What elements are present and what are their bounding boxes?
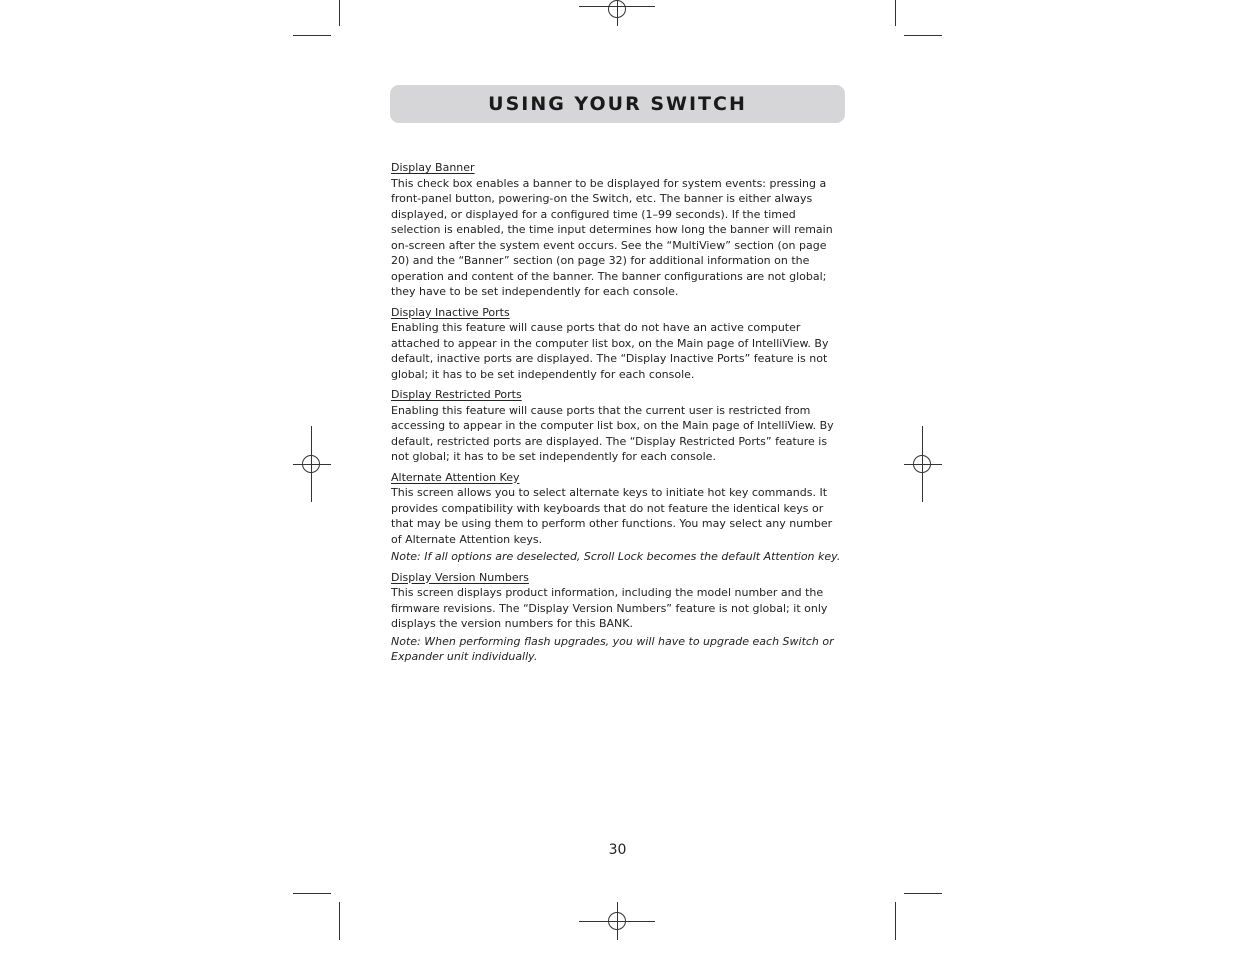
crop-mark xyxy=(904,893,942,894)
registration-mark-circle xyxy=(302,455,320,473)
section-body: This screen allows you to select alternate keys to initiate hot key commands. It provides compatibility with keyboards that do not feature the identical keys or that may be using them to perform other functions. You may select any number of Alternate Attention keys. xyxy=(391,486,833,546)
section-display-inactive-ports xyxy=(391,305,846,383)
section-display-restricted-ports xyxy=(391,387,846,465)
registration-mark-circle xyxy=(608,0,626,18)
crop-mark xyxy=(904,35,942,36)
section-alternate-attention-key xyxy=(391,470,846,565)
section-display-banner xyxy=(391,160,846,300)
section-body: Enabling this feature will cause ports that do not have an active computer attached to appear in the computer list box, on the Main page of IntelliView. By default, inactive ports are displayed. The “Display Inactive Ports” feature is not global; it has to be set independently for each console. xyxy=(391,321,829,381)
section-heading: Display Banner xyxy=(391,161,475,174)
document-body xyxy=(391,160,846,670)
page-title: USING YOUR SWITCH xyxy=(488,93,747,115)
section-body: Enabling this feature will cause ports that the current user is restricted from accessing to appear in the computer list box, on the Main page of IntelliView. By default, restricted ports are displayed. The “Display Restricted Ports” feature is not global; it has to be set independently for each console. xyxy=(391,403,834,463)
section-banner xyxy=(390,85,845,123)
crop-mark xyxy=(339,0,340,26)
section-display-version-numbers xyxy=(391,570,846,665)
crop-mark xyxy=(895,902,896,940)
crop-mark xyxy=(339,902,340,940)
registration-mark-circle xyxy=(608,912,626,930)
crop-mark xyxy=(293,893,331,894)
section-heading: Alternate Attention Key xyxy=(391,470,520,484)
registration-mark-circle xyxy=(913,455,931,473)
section-note: Note: If all options are deselected, Scroll Lock becomes the default Attention key. xyxy=(391,550,841,563)
section-body: This check box enables a banner to be displayed for system events: pressing a front-panel button, powering-on the Switch, etc. The banner is either always displayed, or displayed for a configured time (1–99 seconds). If the timed selection is enabled, the time input determines how long the banner will remain on-screen after the system event occurs. See the “MultiView” section (on page 20) and the “Banner” section (on page 32) for additional information on the operation and content of the banner. The banner configurations are not global; they have to be set independently for each console. xyxy=(391,176,833,298)
section-heading: Display Version Numbers xyxy=(391,570,529,584)
section-body: This screen displays product information, including the model number and the firmware revisions. The “Display Version Numbers” feature is not global; it only displays the version numbers for this BANK. xyxy=(391,586,828,630)
crop-mark xyxy=(895,0,896,26)
section-heading: Display Inactive Ports xyxy=(391,305,510,319)
section-note: Note: When performing flash upgrades, you will have to upgrade each Switch or Expander unit individually. xyxy=(391,634,834,663)
crop-mark xyxy=(293,35,331,36)
section-heading: Display Restricted Ports xyxy=(391,388,522,401)
page-number: 30 xyxy=(608,842,627,858)
